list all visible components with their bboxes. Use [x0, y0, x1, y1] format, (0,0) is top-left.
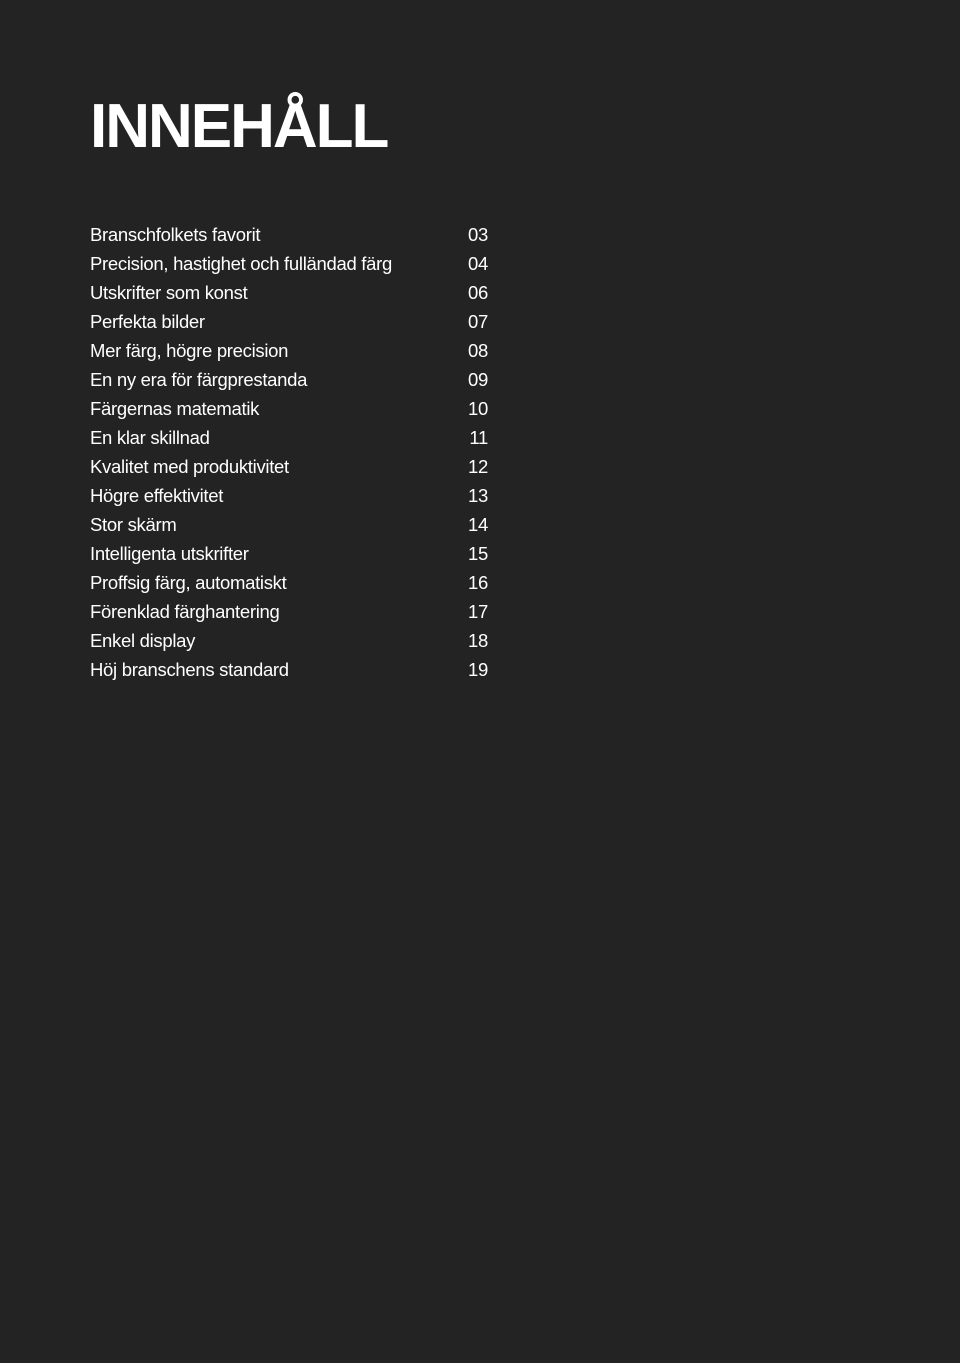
toc-entry-page-number: 06 [468, 282, 488, 303]
toc-entry-page-number: 10 [468, 398, 488, 419]
toc-entry-label: Stor skärm [90, 514, 177, 535]
toc-entry-page-number: 16 [468, 572, 488, 593]
toc-entry [90, 597, 488, 626]
table-of-contents [90, 220, 488, 684]
toc-entry-page-number: 14 [468, 514, 488, 535]
toc-entry-label: Utskrifter som konst [90, 282, 248, 303]
toc-entry-label: Förenklad färghantering [90, 601, 280, 622]
toc-entry-page-number: 18 [468, 630, 488, 651]
toc-entry-page-number: 13 [468, 485, 488, 506]
toc-entry-page-number: 12 [468, 456, 488, 477]
toc-entry [90, 220, 488, 249]
toc-entry [90, 307, 488, 336]
toc-entry-label: Proffsig färg, automatiskt [90, 572, 287, 593]
toc-entry [90, 481, 488, 510]
toc-entry-label: Perfekta bilder [90, 311, 205, 332]
toc-entry-label: Intelligenta utskrifter [90, 543, 249, 564]
toc-entry-label: Högre effektivitet [90, 485, 224, 506]
toc-entry [90, 568, 488, 597]
toc-entry-label: En ny era för färgprestanda [90, 369, 308, 390]
toc-entry-page-number: 03 [468, 224, 488, 245]
toc-entry-label: Precision, hastighet och fulländad färg [90, 253, 392, 274]
toc-entry [90, 539, 488, 568]
toc-entry [90, 249, 488, 278]
toc-entry-label: Höj branschens standard [90, 659, 289, 680]
toc-entry-page-number: 07 [468, 311, 488, 332]
toc-entry-label: Branschfolkets favorit [90, 224, 261, 245]
toc-entry [90, 626, 488, 655]
toc-entry [90, 278, 488, 307]
toc-entry-page-number: 08 [468, 340, 488, 361]
toc-entry-label: Enkel display [90, 630, 196, 651]
toc-entry-page-number: 09 [468, 369, 488, 390]
toc-entry-label: En klar skillnad [90, 427, 210, 448]
toc-entry [90, 510, 488, 539]
page-title: INNEHÅLL [90, 92, 388, 161]
toc-entry-label: Mer färg, högre precision [90, 340, 289, 361]
toc-entry-label: Färgernas matematik [90, 398, 260, 419]
toc-entry [90, 452, 488, 481]
toc-entry-page-number: 04 [468, 253, 488, 274]
toc-entry-page-number: 15 [468, 543, 488, 564]
toc-entry [90, 336, 488, 365]
toc-entry-page-number: 17 [468, 601, 488, 622]
toc-entry-page-number: 11 [469, 427, 488, 448]
toc-entry [90, 394, 488, 423]
toc-entry [90, 365, 488, 394]
toc-entry-page-number: 19 [468, 659, 488, 680]
toc-entry [90, 423, 488, 452]
toc-entry-label: Kvalitet med produktivitet [90, 456, 289, 477]
toc-entry [90, 655, 488, 684]
